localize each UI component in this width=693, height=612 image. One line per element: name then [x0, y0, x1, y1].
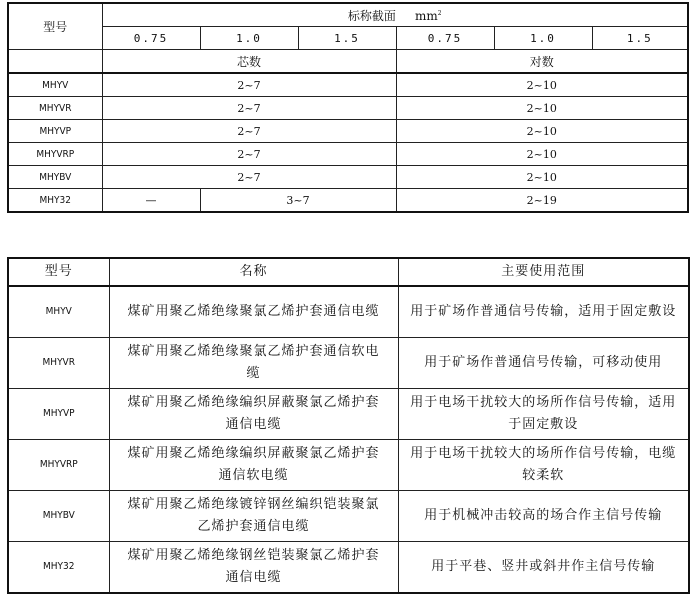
blank-cell — [8, 50, 102, 74]
table-row — [8, 542, 689, 594]
table-row — [8, 166, 688, 189]
model-header: 型号 — [8, 258, 109, 286]
section-header-label: 标称截面 — [347, 8, 396, 23]
model-cell: MHYVRP — [8, 143, 102, 166]
model-cell: MHYBV — [8, 166, 102, 189]
model-cell: MHYBV — [8, 491, 109, 542]
model-cell: MHY32 — [8, 542, 109, 594]
name-cell: 煤矿用聚乙烯绝缘钢丝铠装聚氯乙烯护套通信电缆 — [109, 542, 398, 594]
table-row — [8, 491, 689, 542]
usage-cell: 用于电场干扰较大的场所作信号传输，电缆较柔软 — [398, 440, 689, 491]
usage-header: 主要使用范围 — [398, 258, 689, 286]
model-cell: MHYVR — [8, 338, 109, 389]
size-cell: 1.0 — [494, 27, 592, 50]
name-cell: 煤矿用聚乙烯绝缘聚氯乙烯护套通信电缆 — [109, 286, 398, 338]
table-row — [8, 97, 688, 120]
usage-cell: 用于电场干扰较大的场所作信号传输，适用于固定敷设 — [398, 389, 689, 440]
table-row — [8, 189, 688, 213]
header-row — [8, 258, 689, 286]
model-cell: MHY32 — [8, 189, 102, 213]
table-row — [8, 389, 689, 440]
name-header: 名称 — [109, 258, 398, 286]
table-row — [8, 120, 688, 143]
table-row — [8, 73, 688, 97]
core-count-label: 芯数 — [102, 50, 396, 74]
size-cell: 1.5 — [592, 27, 688, 50]
model-cell: MHYV — [8, 73, 102, 97]
section-header — [102, 3, 688, 27]
cores-cell: 2~7 — [102, 73, 396, 97]
pairs-cell: 2~10 — [396, 97, 688, 120]
table-row — [8, 338, 689, 389]
size-cell: 1.0 — [200, 27, 298, 50]
model-cell: MHYVP — [8, 120, 102, 143]
model-cell: MHYVRP — [8, 440, 109, 491]
name-cell: 煤矿用聚乙烯绝缘编织屏蔽聚氯乙烯护套通信电缆 — [109, 389, 398, 440]
dash-cell: — — [102, 189, 200, 213]
usage-cell: 用于机械冲击较高的场合作主信号传输 — [398, 491, 689, 542]
table-row — [8, 286, 689, 338]
cores-cell: 3~7 — [200, 189, 396, 213]
name-cell: 煤矿用聚乙烯绝缘编织屏蔽聚氯乙烯护套通信软电缆 — [109, 440, 398, 491]
usage-cell: 用于矿场作普通信号传输，可移动使用 — [398, 338, 689, 389]
pairs-cell: 2~19 — [396, 189, 688, 213]
table-row — [8, 143, 688, 166]
size-cell: 1.5 — [298, 27, 396, 50]
pair-count-label: 对数 — [396, 50, 688, 74]
pairs-cell: 2~10 — [396, 73, 688, 97]
name-cell: 煤矿用聚乙烯绝缘镀锌钢丝编织铠装聚氯乙烯护套通信电缆 — [109, 491, 398, 542]
section-unit-sup: 2 — [437, 9, 442, 17]
cores-cell: 2~7 — [102, 97, 396, 120]
model-cell: MHYVR — [8, 97, 102, 120]
model-cell: MHYV — [8, 286, 109, 338]
section-unit: mm — [415, 8, 438, 23]
cable-usage-table — [7, 257, 690, 594]
pairs-cell: 2~10 — [396, 143, 688, 166]
size-cell: 0.75 — [102, 27, 200, 50]
table-row — [8, 440, 689, 491]
size-cell: 0.75 — [396, 27, 494, 50]
usage-cell: 用于矿场作普通信号传输，适用于固定敷设 — [398, 286, 689, 338]
cores-cell: 2~7 — [102, 143, 396, 166]
pairs-cell: 2~10 — [396, 166, 688, 189]
model-cell: MHYVP — [8, 389, 109, 440]
cable-spec-table — [7, 2, 689, 213]
cores-cell: 2~7 — [102, 166, 396, 189]
usage-cell: 用于平巷、竖井或斜井作主信号传输 — [398, 542, 689, 594]
model-header: 型号 — [8, 3, 102, 50]
pairs-cell: 2~10 — [396, 120, 688, 143]
cores-cell: 2~7 — [102, 120, 396, 143]
name-cell: 煤矿用聚乙烯绝缘聚氯乙烯护套通信软电缆 — [109, 338, 398, 389]
